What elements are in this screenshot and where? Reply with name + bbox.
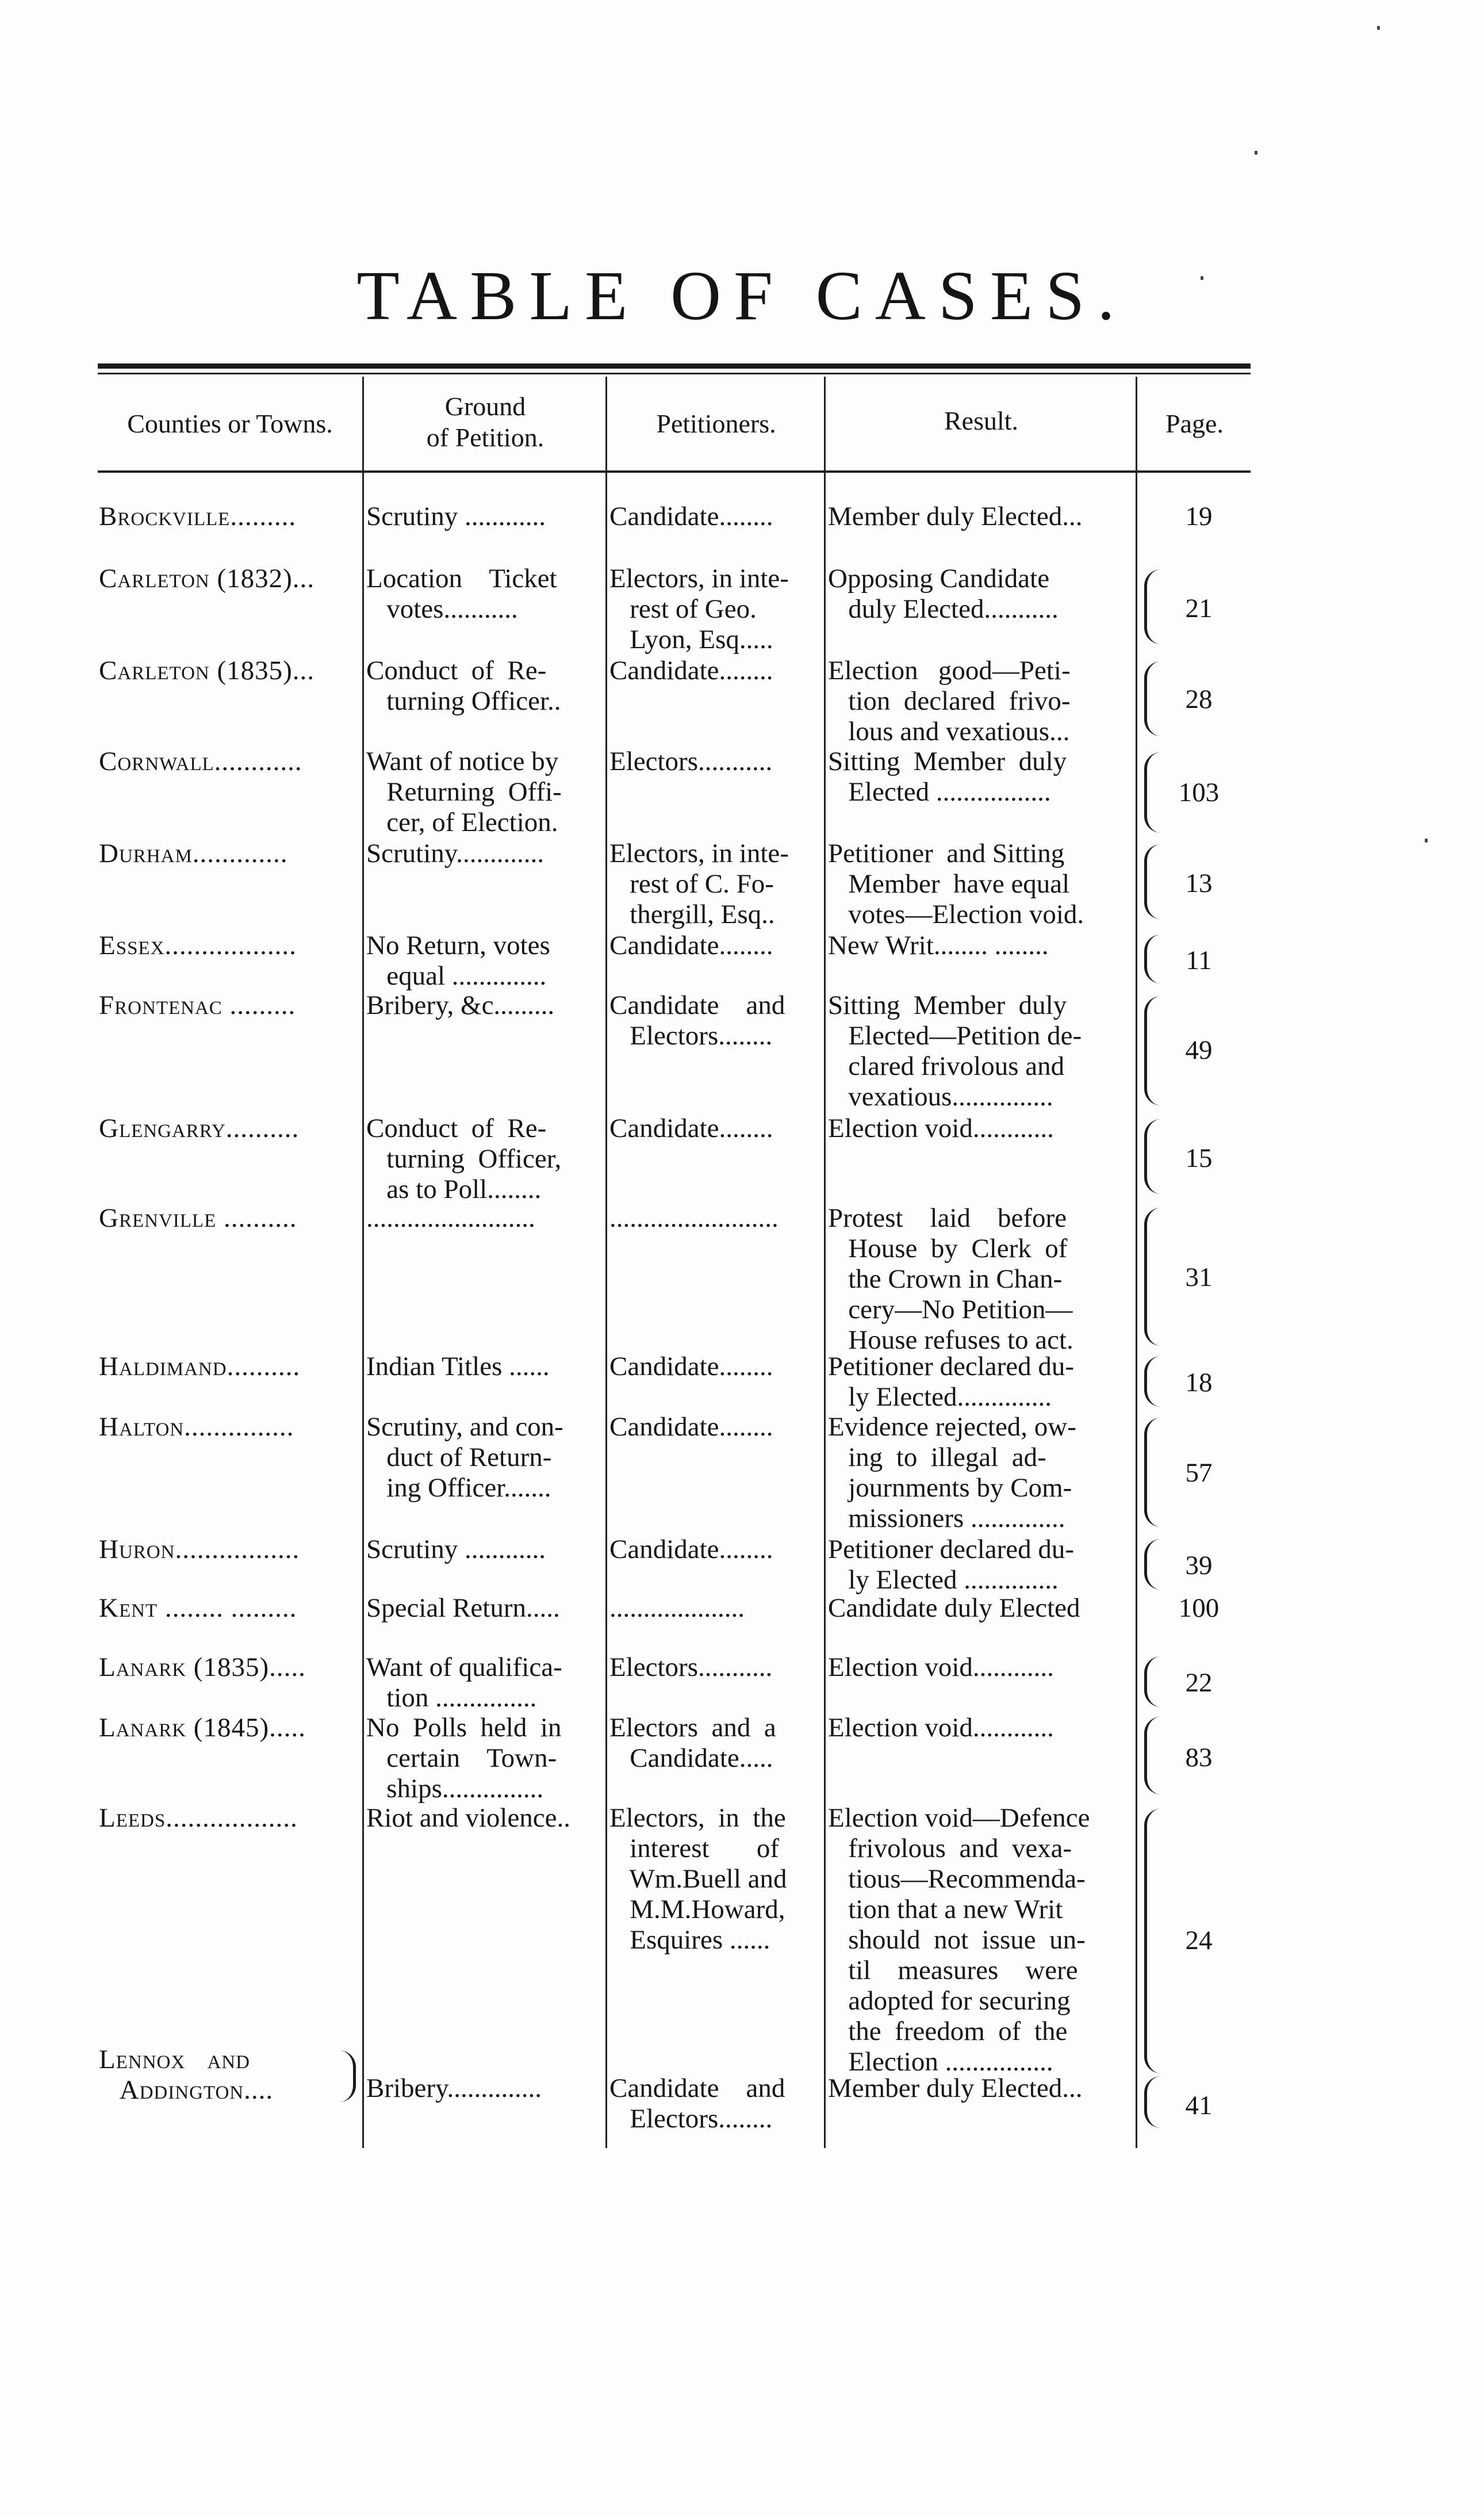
row-result: Member duly Elected...: [828, 2073, 1083, 2103]
row-county: Halton...............: [99, 1412, 294, 1442]
row-ground: Scrutiny.............: [366, 839, 544, 868]
column-divider: [1136, 377, 1137, 2148]
row-county: Essex..................: [99, 931, 297, 960]
row-ground: No Return, votes equal ..............: [366, 931, 550, 991]
row-result: Election void............: [828, 1652, 1054, 1682]
row-petitioners: Candidate........: [609, 502, 773, 531]
row-ground: Bribery..............: [366, 2073, 542, 2103]
row-county: Grenville ..........: [99, 1203, 297, 1233]
row-result: Protest laid before House by Clerk of the Crown in Chan- cery—No Petition— House refuses to act.: [828, 1203, 1073, 1355]
row-petitioners: Candidate........: [609, 1352, 773, 1381]
page-title: TABLE OF CASES.: [356, 257, 1128, 335]
row-petitioners: Candidate and Electors........: [609, 2073, 785, 2134]
row-page: 22: [1185, 1668, 1213, 1698]
row-petitioners: .........................: [609, 1203, 779, 1233]
row-county: Huron.................: [99, 1534, 300, 1564]
row-ground: .........................: [366, 1203, 535, 1233]
column-divider: [362, 377, 364, 2148]
row-result: Member duly Elected...: [828, 502, 1083, 531]
row-petitioners: Electors...........: [609, 1652, 773, 1682]
row-county: Leeds..................: [99, 1803, 298, 1833]
row-ground: Riot and violence..: [366, 1803, 571, 1833]
row-page: 24: [1185, 1926, 1213, 1955]
row-result: Opposing Candidate duly Elected...........: [828, 564, 1059, 624]
row-page: 100: [1178, 1593, 1220, 1623]
row-result: New Writ........ ........: [828, 931, 1049, 960]
row-page: 11: [1186, 945, 1212, 975]
row-ground: Special Return.....: [366, 1593, 560, 1623]
row-county: Kent ........ .........: [99, 1593, 297, 1623]
row-petitioners: Candidate........: [609, 1412, 773, 1442]
row-result: Sitting Member duly Elected—Petition de- clared frivolous and vexatious...............: [828, 990, 1082, 1112]
row-county: Cornwall............: [99, 747, 302, 776]
header-county: Counties or Towns.: [127, 409, 333, 438]
row-petitioners: Electors, in inte- rest of Geo. Lyon, Esq.....: [609, 564, 789, 654]
row-petitioners: Candidate........: [609, 1113, 773, 1143]
header-page: Page.: [1165, 409, 1224, 438]
row-result: Election good—Peti- tion declared frivo- lous and vexatious...: [828, 656, 1071, 747]
row-petitioners: Candidate and Electors........: [609, 990, 785, 1051]
county-brace: [339, 2050, 356, 2102]
scan-speck: [1201, 276, 1203, 280]
header-top-rule-thin: [98, 373, 1251, 374]
row-page: 57: [1185, 1458, 1213, 1488]
row-result: Petitioner declared du- ly Elected ..............: [828, 1534, 1075, 1595]
row-petitioners: Candidate........: [609, 1534, 773, 1564]
row-result: Petitioner declared du- ly Elected..............: [828, 1352, 1075, 1412]
row-ground: No Polls held in certain Town- ships...............: [366, 1713, 562, 1804]
row-petitioners: Candidate........: [609, 931, 773, 960]
row-page: 41: [1185, 2091, 1213, 2120]
row-page: 15: [1185, 1143, 1213, 1173]
row-county: Carleton (1832)...: [99, 564, 315, 594]
row-petitioners: Candidate........: [609, 656, 773, 686]
row-county: Durham.............: [99, 839, 288, 868]
row-ground: Conduct of Re- turning Officer..: [366, 656, 561, 716]
row-page: 28: [1185, 684, 1213, 714]
row-page: 21: [1185, 594, 1213, 623]
row-ground: Want of notice by Returning Offi- cer, of Election.: [366, 747, 562, 837]
row-petitioners: Electors, in the interest of Wm.Buell and M.M.Howard, Esquires ......: [609, 1803, 787, 1955]
column-divider: [824, 377, 826, 2148]
column-divider: [605, 377, 607, 2148]
row-county: Carleton (1835)...: [99, 656, 315, 686]
header-ground-text: Ground of Petition.: [426, 392, 544, 452]
header-ground: [365, 391, 605, 453]
row-page: 31: [1185, 1262, 1213, 1292]
scan-speck: [1255, 151, 1257, 155]
row-county: Frontenac .........: [99, 990, 296, 1020]
row-ground: Scrutiny, and con- duct of Return- ing Officer.......: [366, 1412, 563, 1503]
scan-speck: [1425, 839, 1428, 843]
row-petitioners: Electors...........: [609, 747, 773, 776]
row-page: 83: [1185, 1743, 1213, 1773]
header-bottom-rule: [98, 470, 1251, 473]
row-result: Evidence rejected, ow- ing to illegal ad- journments by Com- missioners ..............: [828, 1412, 1076, 1533]
scan-speck: [1377, 26, 1380, 30]
row-ground: Scrutiny ............: [366, 1534, 546, 1564]
row-petitioners: Electors, in inte- rest of C. Fo- thergill, Esq..: [609, 839, 789, 929]
row-page: 49: [1185, 1035, 1213, 1065]
header-petitioners: Petitioners.: [656, 409, 776, 438]
row-page: 39: [1185, 1551, 1213, 1580]
row-page: 13: [1185, 868, 1213, 898]
header-result: Result.: [944, 406, 1019, 435]
row-ground: Want of qualifica- tion ...............: [366, 1652, 562, 1713]
row-page: 103: [1178, 778, 1220, 807]
row-county: Haldimand..........: [99, 1352, 301, 1381]
row-petitioners: Electors and a Candidate.....: [609, 1713, 776, 1773]
row-ground: Scrutiny ............: [366, 502, 546, 531]
row-ground: Indian Titles ......: [366, 1352, 550, 1381]
header-top-rule-thick: [98, 363, 1251, 369]
row-result: Election void............: [828, 1113, 1054, 1143]
row-petitioners: ....................: [609, 1593, 745, 1623]
row-county: Lennox and Addington....: [99, 2045, 274, 2105]
row-ground: Location Ticket votes...........: [366, 564, 557, 624]
row-page: 19: [1185, 502, 1213, 531]
row-page: 18: [1185, 1368, 1213, 1398]
row-county: Brockville.........: [99, 502, 297, 531]
row-result: Election void............: [828, 1713, 1054, 1743]
row-result: Candidate duly Elected: [828, 1593, 1080, 1623]
row-result: Sitting Member duly Elected .................: [828, 747, 1067, 807]
row-county: Glengarry..........: [99, 1113, 300, 1143]
row-result: Petitioner and Sitting Member have equal votes—Election void.: [828, 839, 1084, 929]
row-ground: Conduct of Re- turning Officer, as to Poll........: [366, 1113, 562, 1204]
row-county: Lanark (1845).....: [99, 1713, 306, 1743]
row-result: Election void—Defence frivolous and vexa- tious—Recommenda- tion that a new Writ should not issue un- til measures were adopted for securing the freedom of the Election ................: [828, 1803, 1090, 2077]
row-county: Lanark (1835).....: [99, 1652, 306, 1682]
row-ground: Bribery, &c.........: [366, 990, 555, 1020]
